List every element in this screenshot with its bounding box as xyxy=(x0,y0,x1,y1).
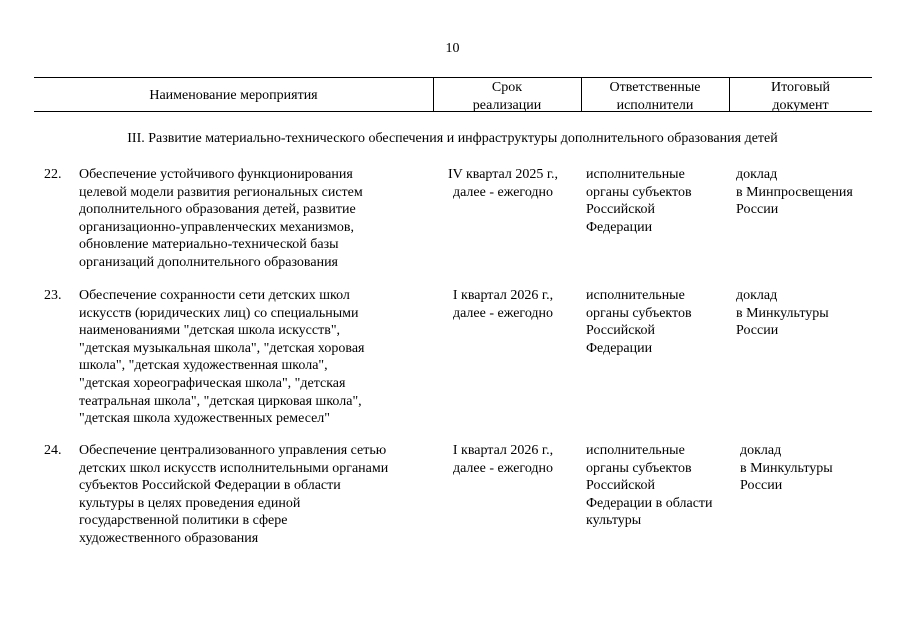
final-document xyxy=(736,166,886,219)
row-number: 22. xyxy=(44,167,62,182)
document-line: России xyxy=(740,478,783,494)
document-line: доклад xyxy=(736,167,778,182)
responsible-line: исполнительные xyxy=(586,443,685,458)
activity-name-line: обновление материально-технической базы xyxy=(79,237,339,253)
responsible-line: Федерации xyxy=(586,219,653,235)
term-line: I квартал 2026 г., xyxy=(452,443,554,458)
responsible-line: исполнительные xyxy=(586,288,685,303)
responsible-line: культуры xyxy=(586,513,642,529)
header-name: Наименование мероприятия xyxy=(149,88,318,103)
header-responsible-line: исполнители xyxy=(616,97,694,113)
term-line: далее - ежегодно xyxy=(452,305,554,321)
term-line: IV квартал 2025 г., xyxy=(447,167,559,182)
activity-name xyxy=(79,287,424,428)
responsible-line: органы субъектов xyxy=(586,184,692,200)
activity-name-line: наименованиями "детская школа искусств", xyxy=(79,323,341,339)
activity-name-line: организаций дополнительного образования xyxy=(79,254,338,270)
header-responsible xyxy=(581,79,729,112)
header-term-line: Срок xyxy=(491,80,523,95)
activity-name-line: субъектов Российской Федерации в области xyxy=(79,478,341,494)
activity-name-line: театральная школа", "детская цирковая школа", xyxy=(79,393,362,409)
final-document xyxy=(740,442,890,495)
header-responsible-line: Ответственные xyxy=(609,80,701,95)
document-line: России xyxy=(736,202,779,218)
header-term xyxy=(433,79,581,112)
document-line: доклад xyxy=(736,288,778,303)
activity-name-line: Обеспечение централизованного управления сетью xyxy=(79,443,387,458)
activity-name-line: Обеспечение устойчивого функционирования xyxy=(79,167,353,182)
header-document xyxy=(729,79,872,112)
row-number: 23. xyxy=(44,288,62,303)
responsible-line: Российской xyxy=(586,323,655,339)
activity-name-line: культуры в целях проведения единой xyxy=(79,495,301,511)
activity-name-line: Обеспечение сохранности сети детских школ xyxy=(79,288,350,303)
activity-name xyxy=(79,166,424,272)
term-line: далее - ежегодно xyxy=(452,460,554,476)
implementation-term xyxy=(428,287,578,322)
activity-name-line: "детская музыкальная школа", "детская хоровая xyxy=(79,340,365,356)
term-line: далее - ежегодно xyxy=(452,184,554,200)
responsible-executors xyxy=(586,166,736,236)
implementation-term xyxy=(428,166,578,201)
activity-name-line: дополнительного образования детей, развитие xyxy=(79,202,356,218)
section-title: III. Развитие материально-технического обеспечения и инфраструктуры дополнительного образования детей xyxy=(127,131,778,146)
activity-name-line: детских школ искусств исполнительными органами xyxy=(79,460,389,476)
row-number: 24. xyxy=(44,443,62,458)
document-line: в Минкультуры xyxy=(740,460,833,476)
activity-name-line: "детская школа художественных ремесел" xyxy=(79,411,330,427)
document-line: в Минпросвещения xyxy=(736,184,853,200)
final-document xyxy=(736,287,886,340)
responsible-line: Федерации в области xyxy=(586,495,713,511)
header-document-line: Итоговый xyxy=(771,80,830,95)
document-line: России xyxy=(736,323,779,339)
header-term-line: реализации xyxy=(472,97,542,113)
activity-name-line: школа", "детская художественная школа", xyxy=(79,358,328,374)
activity-name-line: искусств (юридических лиц) со специальными xyxy=(79,305,359,321)
responsible-executors xyxy=(586,287,736,357)
activity-name xyxy=(79,442,424,548)
document-line: в Минкультуры xyxy=(736,305,829,321)
responsible-line: органы субъектов xyxy=(586,460,692,476)
responsible-line: органы субъектов xyxy=(586,305,692,321)
document-line: доклад xyxy=(740,443,782,458)
page-number: 10 xyxy=(445,41,460,56)
activity-name-line: организационно-управленческих механизмов, xyxy=(79,219,354,235)
activity-name-line: "детская хореографическая школа", "детская xyxy=(79,375,346,391)
responsible-executors xyxy=(586,442,736,530)
responsible-line: исполнительные xyxy=(586,167,685,182)
responsible-line: Федерации xyxy=(586,340,653,356)
table-header xyxy=(34,77,872,112)
term-line: I квартал 2026 г., xyxy=(452,288,554,303)
implementation-term xyxy=(428,442,578,477)
responsible-line: Российской xyxy=(586,478,655,494)
activity-name-line: государственной политики в сфере xyxy=(79,513,288,529)
header-document-line: документ xyxy=(772,97,829,113)
activity-name-line: целевой модели развития региональных систем xyxy=(79,184,363,200)
activity-name-line: художественного образования xyxy=(79,530,259,546)
responsible-line: Российской xyxy=(586,202,655,218)
